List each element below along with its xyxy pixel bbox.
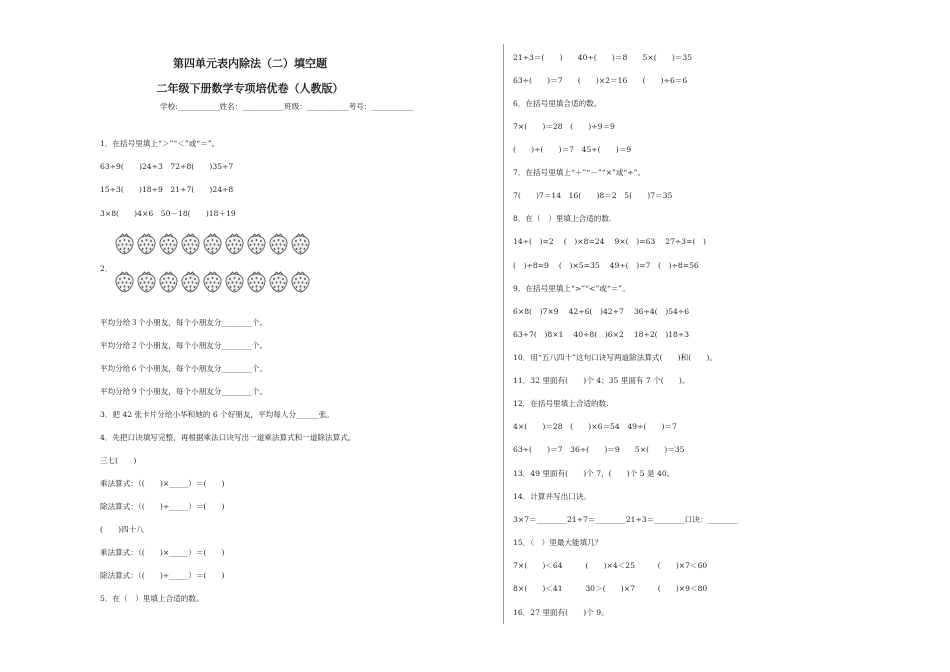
strawberry-row-1 bbox=[114, 232, 311, 255]
question-4: 4．先把口诀填写完整，再根据乘法口诀写出一道乘法算式和一道除法算式。 bbox=[100, 433, 356, 442]
q4-multiply-1: 乘法算式：（( )×_____）＝( ) bbox=[100, 479, 225, 488]
q12-row-1: 4×( )＝28 ( )×6＝54 49÷( )＝7 bbox=[513, 422, 677, 431]
question-16: 16．27 里面有( )个 9。 bbox=[513, 608, 609, 617]
question-9: 9．在括号里填上“>”“<”或“＝”。 bbox=[513, 284, 630, 293]
strawberry-icon bbox=[268, 270, 289, 293]
strawberry-icon bbox=[114, 232, 135, 255]
question-14: 14．计算并写出口诀。 bbox=[513, 492, 592, 501]
strawberry-icon bbox=[158, 232, 179, 255]
question-5: 5．在（ ）里填上合适的数。 bbox=[100, 594, 204, 603]
q4-rhyme-2: ( )四十八 bbox=[100, 525, 144, 534]
strawberry-icon bbox=[202, 270, 223, 293]
q15-row-2: 8×( )＜41 30＞( )×7 ( )×9＜80 bbox=[513, 584, 708, 593]
strawberry-icon bbox=[246, 232, 267, 255]
strawberry-icon bbox=[114, 270, 135, 293]
strawberry-icon bbox=[290, 232, 311, 255]
q4-divide-1: 除法算式：（( )÷_____）＝( ) bbox=[100, 502, 225, 511]
question-15: 15．（ ）里最大能填几？ bbox=[513, 538, 603, 547]
strawberry-icon bbox=[246, 270, 267, 293]
q7-row-1: 7( )7＝14 16( )8＝2 5( )7＝35 bbox=[513, 191, 673, 200]
strawberry-icon bbox=[224, 232, 245, 255]
q6-row-2: ( )÷( )＝7 45÷( )＝9 bbox=[513, 145, 632, 154]
question-11: 11．32 里面有( )个 4；35 里面有 7 个( )。 bbox=[513, 376, 690, 385]
question-1: 1．在括号里填上“＞”“＜”或“＝”。 bbox=[100, 139, 220, 148]
q4-rhyme-1: 三七( ) bbox=[100, 456, 137, 465]
q15-row-1: 7×( )＜64 ( )×4＜25 ( )×7＜60 bbox=[513, 561, 708, 570]
student-info-line: 学校:___________姓名：___________班级：___________考号：___________ bbox=[160, 102, 414, 111]
question-7: 7．在括号里填上“＋”“－”“×”或“÷”。 bbox=[513, 168, 646, 177]
question-3: 3．把 42 张卡片分给小华和她的 6 个好朋友，平均每人分______张。 bbox=[100, 410, 335, 419]
q8-row-2: ( )÷8=9 ( )×5=35 49÷( )=7 ( )÷8=56 bbox=[513, 261, 699, 270]
q8-row-1: 14÷( )=2 ( )×8=24 9×( )=63 27÷3=( ) bbox=[513, 237, 706, 246]
q4-divide-2: 除法算式：（( )÷_____）＝( ) bbox=[100, 571, 225, 580]
q2-line-3: 平均分给６个小朋友，每个小朋友分________个。 bbox=[100, 364, 268, 373]
strawberry-icon bbox=[136, 232, 157, 255]
q6-row-1: 7×( )＝28 ( )÷9＝9 bbox=[513, 122, 615, 131]
q1-row-1: 63÷9( )24÷3 72÷8( )35÷7 bbox=[100, 162, 234, 171]
q9-row-1: 6×8( )7×9 42÷6( )42÷7 36÷4( )54÷6 bbox=[513, 307, 690, 316]
strawberry-icon bbox=[180, 270, 201, 293]
worksheet-title: 第四单元表内除法（二）填空题 bbox=[173, 57, 327, 70]
question-10: 10．用“五八四十”这句口诀写两道除法算式( )和( )。 bbox=[513, 353, 717, 362]
q2-line-1: 平均分给３个小朋友，每个小朋友分________个。 bbox=[100, 318, 268, 327]
question-13: 13．49 里面有( )个 7，( )个 5 是 40。 bbox=[513, 469, 675, 478]
q2-line-2: 平均分给２个小朋友，每个小朋友分________个。 bbox=[100, 341, 268, 350]
q5-row-1: 21÷3＝( ) 40÷( )＝8 5×( )＝35 bbox=[513, 53, 693, 62]
q2-line-4: 平均分给９个小朋友，每个小朋友分________个。 bbox=[100, 387, 268, 396]
q12-row-2: 63÷( )＝7 36÷( )＝9 5×( )＝35 bbox=[513, 445, 685, 454]
strawberry-icon bbox=[224, 270, 245, 293]
strawberry-icon bbox=[158, 270, 179, 293]
strawberry-icon bbox=[136, 270, 157, 293]
question-2: 2． bbox=[100, 264, 113, 273]
strawberry-icon bbox=[290, 270, 311, 293]
strawberry-row-2 bbox=[114, 270, 311, 293]
q5-row-2: 63÷( )＝7 ( )×2＝16 ( )÷6＝6 bbox=[513, 76, 688, 85]
question-8: 8．在（ ）里填上合适的数. bbox=[513, 214, 612, 223]
q14-row-1: 3×7＝________21÷7＝________21÷3＝________口诀：________ bbox=[513, 515, 738, 524]
worksheet-subtitle: 二年级下册数学专项培优卷（人教版） bbox=[156, 82, 344, 95]
strawberry-icon bbox=[180, 232, 201, 255]
question-12: 12．在括号里填上合适的数. bbox=[513, 399, 609, 408]
strawberry-icon bbox=[268, 232, 289, 255]
q4-multiply-2: 乘法算式：（( )×_____）＝( ) bbox=[100, 548, 225, 557]
column-divider bbox=[503, 44, 504, 624]
q1-row-2: 15÷3( )18÷9 21÷7( )24÷8 bbox=[100, 185, 234, 194]
q1-row-3: 3×8( )4×6 50－18( )18＋19 bbox=[100, 209, 236, 218]
question-6: 6．在括号里填合适的数。 bbox=[513, 99, 602, 108]
q9-row-2: 63÷7( )8×1 40÷8( )6×2 18÷2( )18÷3 bbox=[513, 330, 690, 339]
strawberry-icon bbox=[202, 232, 223, 255]
